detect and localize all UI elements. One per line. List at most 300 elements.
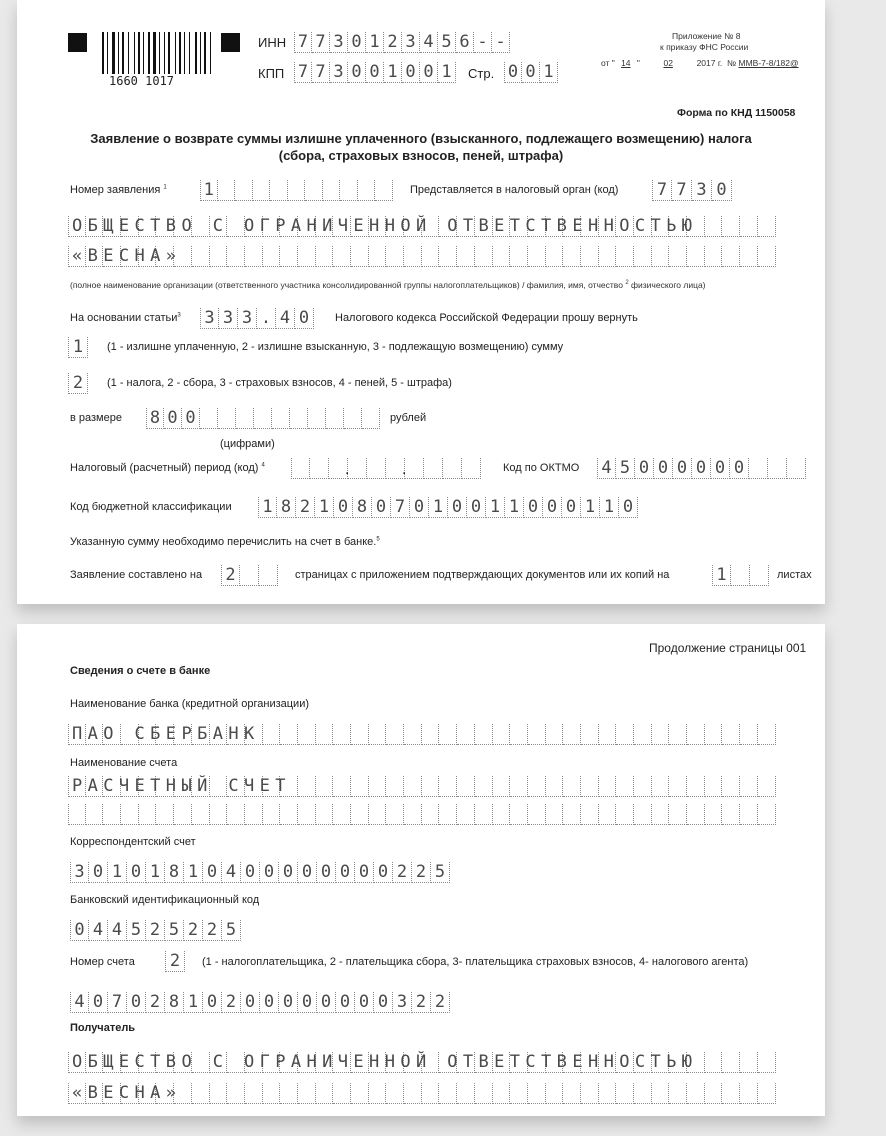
recipient-line-2: «ВЕСНА» (72, 1083, 182, 1103)
char-cell: 0 (279, 862, 298, 883)
char-cell: 8 (165, 992, 184, 1013)
tax-period-field[interactable] (291, 458, 481, 479)
char-cell (475, 776, 493, 797)
char-cell (563, 804, 581, 825)
char-cell: 0 (524, 497, 543, 518)
recipient-line-1: ОБЩЕСТВО С ОГРАНИЧЕННОЙ ОТВЕТСТВЕННОСТЬЮ (72, 1052, 698, 1072)
char-cell: 0 (366, 62, 384, 83)
char-cell (340, 180, 358, 201)
char-cell (308, 408, 326, 429)
amount-field[interactable] (146, 408, 380, 429)
char-cell: 4 (89, 920, 108, 941)
kpp-field[interactable] (294, 62, 456, 83)
char-cell (563, 724, 581, 745)
char-cell (599, 804, 617, 825)
recipient-label: Получатель (70, 1022, 136, 1034)
char-cell: 2 (165, 951, 185, 972)
char-cell (210, 804, 228, 825)
char-cell (493, 804, 511, 825)
char-cell (404, 804, 422, 825)
char-cell (245, 1083, 263, 1104)
char-cell: 3 (330, 32, 348, 53)
char-cell: 7 (652, 180, 672, 201)
char-cell: 1 (486, 497, 505, 518)
footnote-4: 4 (261, 462, 265, 469)
char-cell: 1 (68, 337, 88, 358)
char-cell: 1 (108, 862, 127, 883)
char-cell (510, 724, 528, 745)
return-type-caption: (1 - излишне уплаченную, 2 - излишне взысканную, 3 - подлежащую возмещению) сумму (107, 341, 564, 353)
char-cell (369, 246, 387, 267)
char-cell (323, 180, 341, 201)
char-cell (705, 216, 723, 237)
payment-type-caption: (1 - налога, 2 - сбора, 3 - страховых взносов, 4 - пеней, 5 - штрафа) (107, 377, 452, 389)
char-cell (546, 1083, 564, 1104)
barcode-bar (134, 32, 135, 74)
amount-unit: рублей (390, 412, 427, 424)
char-cell: - (492, 32, 510, 53)
char-cell (439, 776, 457, 797)
char-cell (369, 724, 387, 745)
payment-type-field[interactable] (68, 373, 88, 394)
organization-name-caption-text: (полное наименование организации (ответственного участника консолидированной группы налогоплательщиков) / фамилия, имя, отчество (70, 280, 623, 290)
char-cell (218, 180, 236, 201)
char-cell (68, 804, 86, 825)
char-cell (235, 180, 253, 201)
char-cell (298, 776, 316, 797)
char-cell (634, 776, 652, 797)
char-cell: 2 (146, 992, 165, 1013)
page-number-field[interactable] (504, 62, 558, 83)
char-cell: 2 (203, 920, 222, 941)
char-cell: 0 (70, 920, 89, 941)
appendix-year: 2017 г. (696, 58, 723, 68)
char-cell (528, 804, 546, 825)
account-name-row-2[interactable] (68, 804, 776, 825)
char-cell (740, 216, 758, 237)
char-cell: 1 (384, 62, 402, 83)
char-cell: 5 (616, 458, 635, 479)
char-cell (310, 458, 329, 479)
char-cell (616, 1083, 634, 1104)
application-number-field[interactable] (200, 180, 393, 201)
char-cell (369, 776, 387, 797)
char-cell (316, 776, 334, 797)
char-cell: 2 (412, 992, 431, 1013)
char-cell (669, 804, 687, 825)
char-cell: 2 (222, 992, 241, 1013)
char-cell (546, 776, 564, 797)
char-cell (493, 1083, 511, 1104)
char-cell (581, 804, 599, 825)
char-cell: 2 (384, 32, 402, 53)
char-cell (210, 1083, 228, 1104)
char-cell: 4 (70, 992, 89, 1013)
char-cell: 0 (619, 497, 638, 518)
char-cell (510, 1083, 528, 1104)
char-cell (563, 776, 581, 797)
char-cell (333, 246, 351, 267)
char-cell (316, 724, 334, 745)
char-cell: 0 (504, 62, 522, 83)
application-number-label-text: Номер заявления (70, 184, 161, 196)
char-cell (749, 458, 768, 479)
char-cell (439, 724, 457, 745)
char-cell (218, 408, 236, 429)
amount-label: в размере (70, 412, 122, 424)
char-cell: 3 (200, 308, 219, 329)
char-cell: 7 (294, 32, 312, 53)
char-cell: 0 (348, 32, 366, 53)
char-cell (787, 458, 806, 479)
barcode-bar (164, 32, 165, 74)
period-dot-2: . (402, 461, 407, 478)
char-cell: 5 (438, 32, 456, 53)
char-cell (634, 246, 652, 267)
char-cell (740, 1052, 758, 1073)
char-cell (305, 180, 323, 201)
char-cell (669, 246, 687, 267)
account-type-field[interactable] (165, 951, 185, 972)
char-cell (200, 408, 218, 429)
char-cell (457, 724, 475, 745)
char-cell: 5 (431, 862, 450, 883)
char-cell (270, 180, 288, 201)
alignment-marker-left (68, 33, 87, 52)
appendix-month: 02 (663, 58, 673, 68)
char-cell: 5 (165, 920, 184, 941)
barcode-bar (200, 32, 201, 74)
continuation-label: Продолжение страницы 001 (649, 641, 807, 655)
char-cell: 0 (334, 497, 353, 518)
organization-name-line-1: ОБЩЕСТВО С ОГРАНИЧЕННОЙ ОТВЕТСТВЕННОСТЬЮ (72, 216, 698, 236)
barcode-bar (107, 32, 108, 74)
char-cell: 0 (260, 862, 279, 883)
form-title-line-1: Заявление о возврате суммы излишне уплаченного (взысканного, подлежащего возмещению) налога (90, 131, 752, 146)
char-cell: 0 (635, 458, 654, 479)
char-cell: 0 (298, 862, 317, 883)
char-cell (563, 1083, 581, 1104)
appendix-line-2: к приказу ФНС России (660, 42, 749, 52)
char-cell (599, 1083, 617, 1104)
char-cell: 1 (146, 862, 165, 883)
char-cell (457, 776, 475, 797)
char-cell (722, 724, 740, 745)
char-cell (263, 724, 281, 745)
footnote-3: 3 (177, 312, 181, 319)
char-cell (740, 1083, 758, 1104)
char-cell (563, 246, 581, 267)
char-cell (316, 804, 334, 825)
char-cell (687, 724, 705, 745)
char-cell (546, 804, 564, 825)
char-cell: 0 (730, 458, 749, 479)
char-cell: 0 (260, 992, 279, 1013)
bik-label: Банковский идентификационный код (70, 894, 260, 906)
char-cell (263, 1083, 281, 1104)
article-label (70, 312, 181, 324)
barcode-bar (153, 32, 156, 74)
char-cell: 1 (366, 32, 384, 53)
char-cell (422, 724, 440, 745)
char-cell (722, 216, 740, 237)
char-cell: 3 (330, 62, 348, 83)
char-cell: 4 (108, 920, 127, 941)
article-label-text: На основании статьи (70, 312, 178, 324)
char-cell (156, 804, 174, 825)
char-cell: 0 (711, 458, 730, 479)
char-cell (386, 804, 404, 825)
char-cell: 0 (298, 992, 317, 1013)
char-cell (272, 408, 290, 429)
barcode-bar (195, 32, 197, 74)
char-cell (731, 565, 750, 586)
char-cell: 2 (68, 373, 88, 394)
appendix-line-1: Приложение № 8 (672, 31, 741, 41)
appendix-order-prefix: № (727, 58, 737, 68)
char-cell: 0 (355, 862, 374, 883)
char-cell: 2 (221, 565, 240, 586)
char-cell: 4 (276, 308, 295, 329)
organization-name-line-2: «ВЕСНА» (72, 246, 182, 266)
tax-authority-label: Представляется в налоговый орган (код) (410, 184, 619, 196)
char-cell (510, 246, 528, 267)
char-cell (298, 724, 316, 745)
char-cell: 1 (258, 497, 277, 518)
barcode (102, 32, 215, 88)
char-cell: 4 (222, 862, 241, 883)
char-cell: 0 (374, 862, 393, 883)
form-title-line-2: (сбора, страховых взносов, пеней, штрафа) (278, 148, 564, 163)
char-cell (351, 776, 369, 797)
char-cell (740, 804, 758, 825)
char-cell (750, 565, 769, 586)
organization-name-caption (70, 280, 706, 290)
char-cell (669, 776, 687, 797)
char-cell: 7 (312, 32, 330, 53)
char-cell: 3 (402, 32, 420, 53)
barcode-bar (122, 32, 124, 74)
char-cell (386, 1083, 404, 1104)
char-cell: 1 (200, 180, 218, 201)
account-number-field[interactable] (70, 992, 450, 1013)
char-cell (758, 1083, 776, 1104)
return-type-field[interactable] (68, 337, 88, 358)
char-cell (316, 1083, 334, 1104)
form-code: Форма по КНД 1150058 (677, 107, 796, 119)
char-cell: 3 (393, 992, 412, 1013)
char-cell (705, 724, 723, 745)
char-cell (333, 776, 351, 797)
pages-suffix: страницах с приложением подтверждающих документов или их копий на (295, 569, 670, 581)
account-number-label: Номер счета (70, 956, 135, 968)
char-cell: 0 (241, 862, 260, 883)
char-cell (652, 804, 670, 825)
char-cell (236, 408, 254, 429)
char-cell (581, 246, 599, 267)
char-cell (528, 724, 546, 745)
char-cell (439, 1083, 457, 1104)
barcode-bar (143, 32, 144, 74)
char-cell: 0 (279, 992, 298, 1013)
char-cell (298, 246, 316, 267)
char-cell (705, 804, 723, 825)
organization-name-caption-end: физического лица) (631, 280, 706, 290)
form-page-2 (17, 624, 825, 1116)
char-cell (404, 1083, 422, 1104)
char-cell (351, 804, 369, 825)
char-cell: 3 (238, 308, 257, 329)
tax-period-label-text: Налоговый (расчетный) период (код) (70, 462, 259, 474)
char-cell: 0 (420, 62, 438, 83)
char-cell (351, 1083, 369, 1104)
char-cell (192, 1083, 210, 1104)
char-cell (669, 1083, 687, 1104)
corr-account-field[interactable] (70, 862, 450, 883)
char-cell: 0 (654, 458, 673, 479)
barcode-bar (128, 32, 129, 74)
char-cell (758, 216, 776, 237)
char-cell (344, 408, 362, 429)
char-cell (422, 246, 440, 267)
transfer-text-body: Указанную сумму необходимо перечислить на счет в банке. (70, 536, 377, 548)
char-cell: 0 (89, 862, 108, 883)
char-cell (705, 1083, 723, 1104)
char-cell (280, 246, 298, 267)
char-cell (210, 246, 228, 267)
char-cell (758, 1052, 776, 1073)
char-cell: 1 (540, 62, 558, 83)
char-cell: 1 (429, 497, 448, 518)
barcode-bar (102, 32, 104, 74)
char-cell (546, 724, 564, 745)
char-cell (768, 458, 787, 479)
char-cell (290, 408, 308, 429)
page-label: Стр. (468, 66, 495, 81)
account-name-value: РАСЧЕТНЫЙ СЧЕТ (72, 776, 291, 796)
char-cell: 0 (164, 408, 182, 429)
char-cell (740, 776, 758, 797)
kbk-label: Код бюджетной классификации (70, 501, 232, 513)
account-name-label: Наименование счета (70, 757, 178, 769)
sheets-suffix: листах (777, 569, 812, 581)
char-cell (722, 804, 740, 825)
kpp-label: КПП (258, 66, 285, 81)
char-cell (462, 458, 481, 479)
char-cell: 0 (241, 992, 260, 1013)
char-cell (722, 246, 740, 267)
char-cell (245, 246, 263, 267)
char-cell (333, 1083, 351, 1104)
char-cell (422, 1083, 440, 1104)
char-cell: 3 (70, 862, 89, 883)
char-cell (404, 724, 422, 745)
char-cell (599, 246, 617, 267)
char-cell (351, 246, 369, 267)
oktmo-field[interactable] (597, 458, 806, 479)
char-cell (375, 180, 393, 201)
char-cell (348, 458, 367, 479)
inn-field[interactable] (294, 32, 510, 53)
char-cell: . (257, 308, 276, 329)
char-cell: 2 (146, 920, 165, 941)
char-cell (493, 776, 511, 797)
pages-count-field[interactable] (221, 565, 278, 586)
char-cell (240, 565, 259, 586)
application-number-label (70, 184, 167, 196)
barcode-bar (112, 32, 115, 74)
barcode-bar (175, 32, 176, 74)
char-cell (687, 776, 705, 797)
kbk-field[interactable] (258, 497, 638, 518)
char-cell: 4 (420, 32, 438, 53)
barcode-bar (189, 32, 190, 74)
char-cell (263, 246, 281, 267)
char-cell: 0 (712, 180, 732, 201)
sheets-count-field[interactable] (712, 565, 769, 586)
char-cell: 3 (219, 308, 238, 329)
char-cell: 0 (410, 497, 429, 518)
char-cell: 8 (165, 862, 184, 883)
char-cell (493, 246, 511, 267)
char-cell: 6 (456, 32, 474, 53)
char-cell: 0 (182, 408, 200, 429)
char-cell: 0 (203, 862, 222, 883)
char-cell: 0 (562, 497, 581, 518)
char-cell (475, 246, 493, 267)
char-cell (362, 408, 380, 429)
oktmo-label: Код по ОКТМО (503, 462, 580, 474)
char-cell (758, 246, 776, 267)
char-cell (86, 804, 104, 825)
char-cell (457, 1083, 475, 1104)
char-cell (616, 246, 634, 267)
char-cell (581, 724, 599, 745)
char-cell: 7 (391, 497, 410, 518)
char-cell (263, 804, 281, 825)
char-cell: 2 (184, 920, 203, 941)
char-cell: 2 (296, 497, 315, 518)
char-cell (528, 776, 546, 797)
period-dot-1: . (345, 461, 350, 478)
pages-label: Заявление составлено на (70, 569, 203, 581)
appendix-date: от " 14 " 02 2017 г. № ММВ-7-8/182@ (601, 58, 799, 68)
char-cell: 0 (336, 992, 355, 1013)
char-cell (174, 804, 192, 825)
tax-authority-code-field[interactable] (652, 180, 732, 201)
char-cell: 0 (203, 992, 222, 1013)
char-cell: 7 (312, 62, 330, 83)
char-cell (227, 804, 245, 825)
char-cell: 0 (127, 992, 146, 1013)
char-cell: 5 (222, 920, 241, 941)
inn-label: ИНН (258, 35, 287, 50)
bank-name-value: ПАО СБЕРБАНК (72, 724, 260, 744)
char-cell (333, 804, 351, 825)
bik-field[interactable] (70, 920, 241, 941)
corr-account-label: Корреспондентский счет (70, 836, 196, 848)
article-field[interactable] (200, 308, 314, 329)
char-cell (298, 804, 316, 825)
char-cell (475, 1083, 493, 1104)
barcode-bar (210, 32, 211, 74)
char-cell (280, 1083, 298, 1104)
char-cell (634, 804, 652, 825)
char-cell (288, 180, 306, 201)
char-cell: 0 (374, 992, 393, 1013)
char-cell (493, 724, 511, 745)
char-cell (254, 408, 272, 429)
